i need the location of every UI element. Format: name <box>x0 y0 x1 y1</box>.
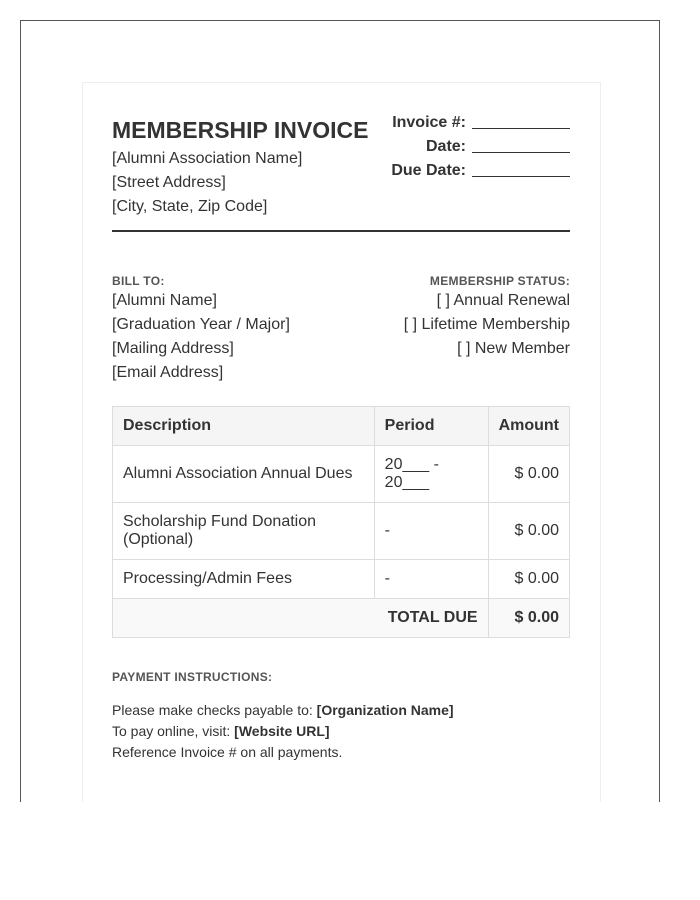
table-row <box>113 446 570 503</box>
checks-prefix: Please make checks payable to: <box>112 702 317 718</box>
header-amount: Amount <box>488 407 569 446</box>
membership-status-label: MEMBERSHIP STATUS: <box>429 274 570 288</box>
online-prefix: To pay online, visit: <box>112 723 235 739</box>
invoice-number-label: Invoice #: <box>392 114 466 131</box>
header-period: Period <box>374 407 488 446</box>
row-period <box>374 446 488 503</box>
line-items-table <box>112 406 570 638</box>
payment-instructions-label: PAYMENT INSTRUCTIONS: <box>112 670 273 684</box>
due-date-blank <box>472 162 570 177</box>
total-row <box>113 599 570 638</box>
period-start: 20___ - <box>384 456 439 473</box>
row-amount: $ 0.00 <box>488 446 569 503</box>
total-amount: $ 0.00 <box>488 599 569 638</box>
org-street: [Street Address] <box>112 174 226 191</box>
row-period: - <box>374 560 488 599</box>
status-lifetime-membership[interactable]: [ ] Lifetime Membership <box>403 316 570 333</box>
org-name: [Alumni Association Name] <box>112 150 303 167</box>
bill-to-grad: [Graduation Year / Major] <box>112 316 290 333</box>
status-new-member[interactable]: [ ] New Member <box>457 340 570 357</box>
row-amount: $ 0.00 <box>488 560 569 599</box>
row-amount: $ 0.00 <box>488 503 569 560</box>
invoice-title: MEMBERSHIP INVOICE <box>112 117 369 143</box>
payment-online-line <box>112 723 330 739</box>
date-field[interactable] <box>426 138 570 156</box>
header-divider <box>112 230 570 232</box>
website-url[interactable]: [Website URL] <box>234 723 330 739</box>
payment-checks-line <box>112 702 454 718</box>
org-city: [City, State, Zip Code] <box>112 198 268 215</box>
row-description <box>113 503 375 560</box>
bill-to-address: [Mailing Address] <box>112 340 234 357</box>
due-date-field[interactable] <box>391 162 570 180</box>
period-end: 20___ <box>384 474 430 491</box>
table-row <box>113 503 570 560</box>
description-line: Scholarship Fund Donation <box>123 513 317 530</box>
table-row <box>113 560 570 599</box>
date-label: Date: <box>425 138 466 155</box>
row-period: - <box>374 503 488 560</box>
row-description: Processing/Admin Fees <box>113 560 375 599</box>
description-line: (Optional) <box>123 531 194 548</box>
invoice-number-blank <box>472 114 570 129</box>
total-label: TOTAL DUE <box>113 599 489 638</box>
bill-to-email: [Email Address] <box>112 364 224 381</box>
due-date-label: Due Date: <box>391 162 466 179</box>
table-header-row <box>113 407 570 446</box>
date-blank <box>472 138 570 153</box>
header-description: Description <box>113 407 375 446</box>
status-annual-renewal[interactable]: [ ] Annual Renewal <box>436 292 570 309</box>
invoice-number-field[interactable] <box>392 114 570 132</box>
bill-to-label: BILL TO: <box>112 274 165 288</box>
payment-reference-line: Reference Invoice # on all payments. <box>112 744 343 760</box>
row-description: Alumni Association Annual Dues <box>113 446 375 503</box>
checks-payee: [Organization Name] <box>316 702 454 718</box>
bill-to-name: [Alumni Name] <box>112 292 217 309</box>
